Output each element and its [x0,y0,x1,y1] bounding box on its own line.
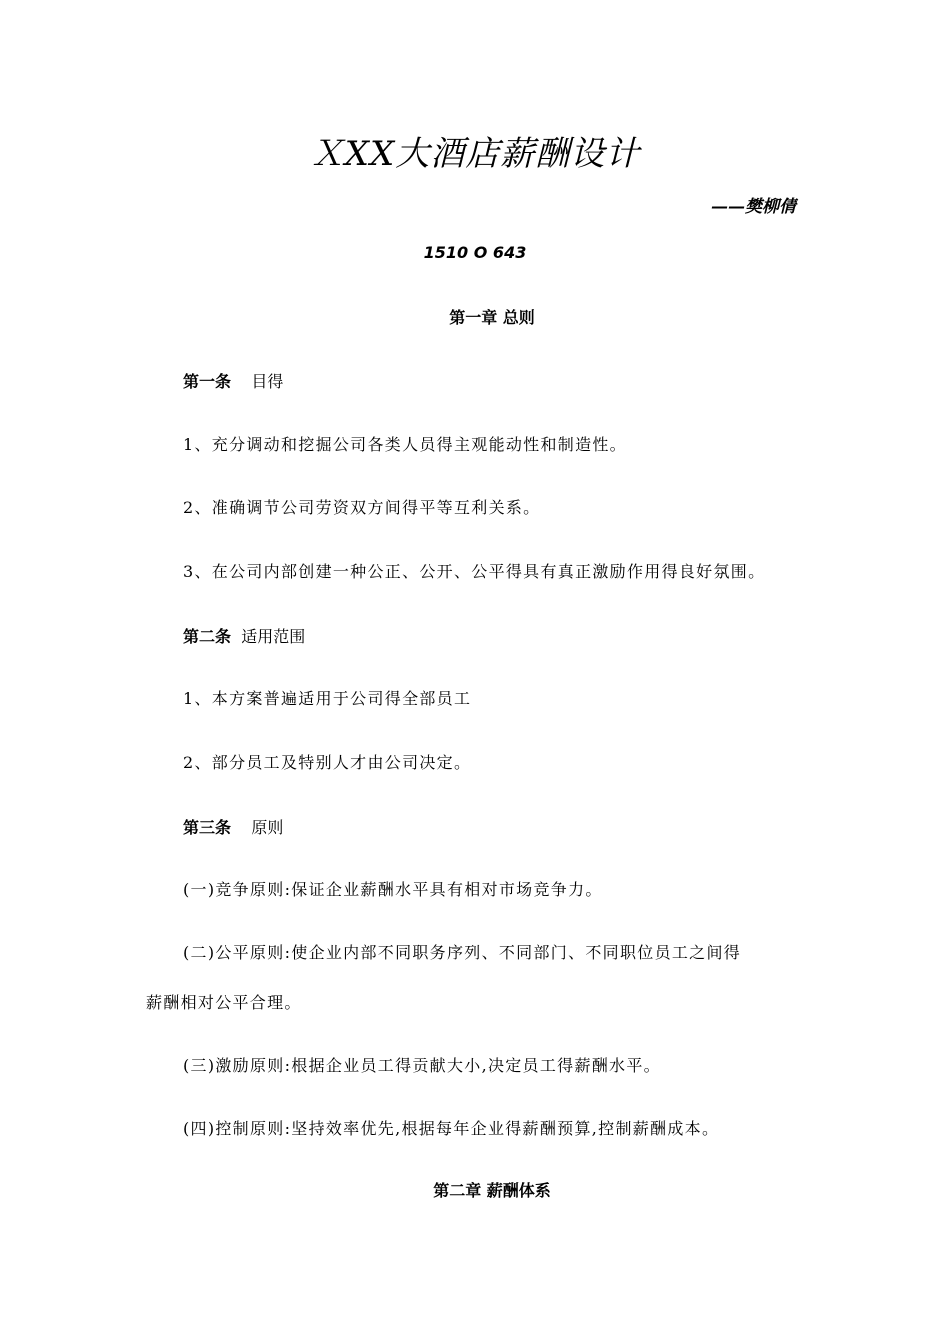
author-name: ——樊柳倩 [711,197,796,217]
paragraph: 3、在公司内部创建一种公正、公开、公平得具有真正激励作用得良好氛围。 [183,562,766,581]
article-name: 目得 [251,372,284,391]
paragraph: (一)竞争原则:保证企业薪酬水平具有相对市场竞争力。 [183,880,603,899]
student-id: 1510 O 643 [423,243,527,262]
paragraph: (三)激励原则:根据企业员工得贡献大小,决定员工得薪酬水平。 [183,1056,661,1075]
article-name: 原则 [251,818,284,837]
paragraph-continuation: 薪酬相对公平合理。 [146,993,302,1012]
chapter-heading-1: 第一章 总则 [449,308,535,327]
article-number: 第二条 [183,627,232,646]
document-title: ＸXX大酒店薪酬设计 [309,134,641,174]
paragraph: 2、准确调节公司劳资双方间得平等互利关系。 [183,498,541,517]
article-number: 第一条 [183,372,232,391]
paragraph: (二)公平原则:使企业内部不同职务序列、不同部门、不同职位员工之间得 [183,943,742,962]
article-heading-2 [183,624,305,647]
paragraph: 2、部分员工及特别人才由公司决定。 [183,753,472,772]
article-name: 适用范围 [241,627,306,646]
article-heading-1 [183,369,283,392]
article-number: 第三条 [183,818,232,837]
article-heading-3 [183,815,283,838]
paragraph: 1、充分调动和挖掘公司各类人员得主观能动性和制造性。 [183,435,627,454]
paragraph: (四)控制原则:坚持效率优先,根据每年企业得薪酬预算,控制薪酬成本。 [183,1119,720,1138]
paragraph: 1、本方案普遍适用于公司得全部员工 [183,689,472,708]
chapter-heading-2: 第二章 薪酬体系 [433,1181,551,1200]
